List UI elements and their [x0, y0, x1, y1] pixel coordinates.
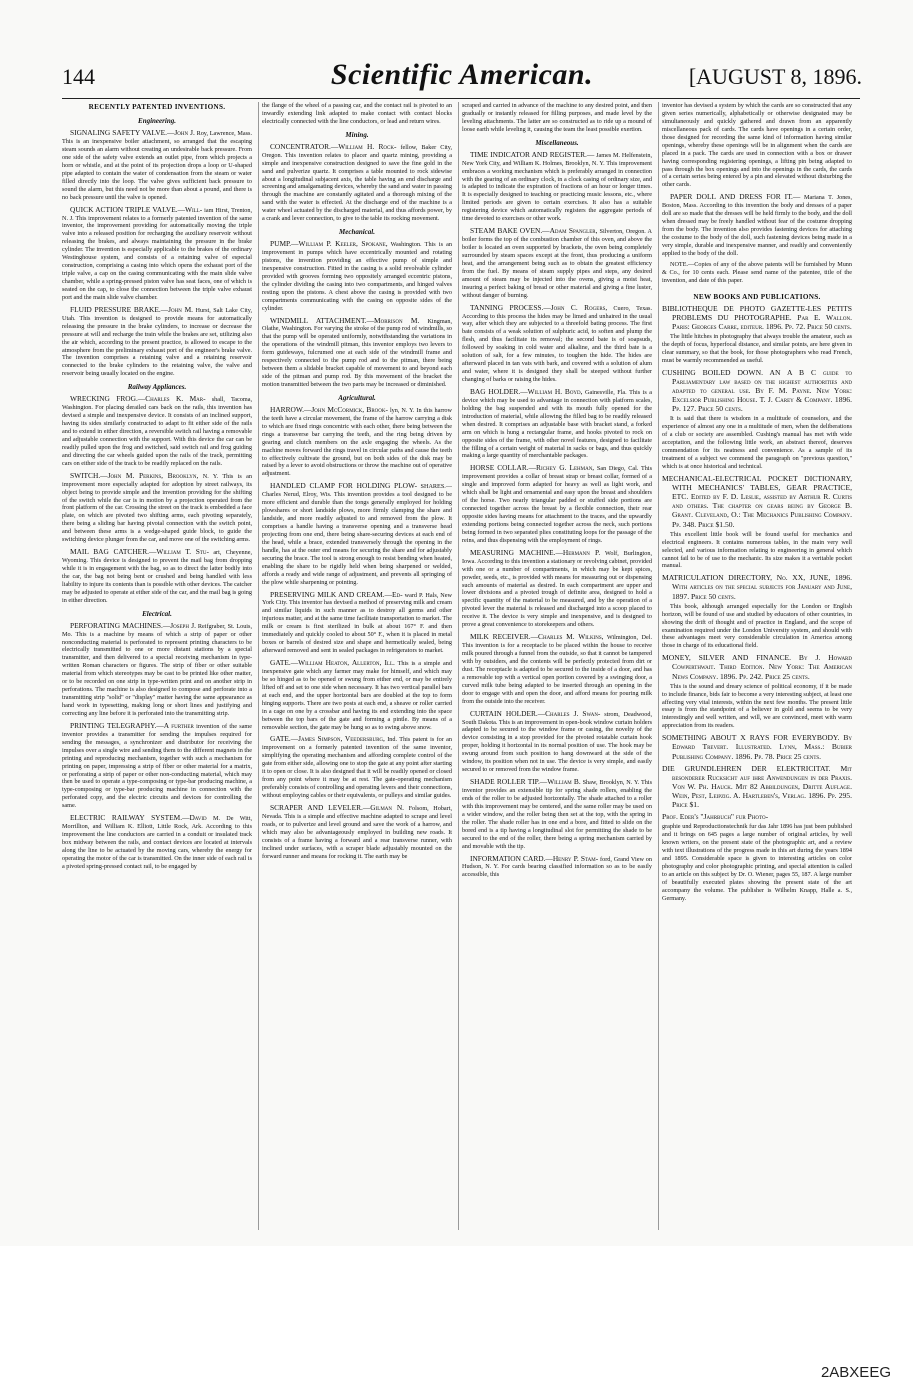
book-review	[662, 304, 852, 365]
entry-title: PRESERVING MILK AND CREAM.—Ed-	[270, 589, 403, 599]
entry-title: HARROW.—John McCormick, Brook-	[270, 404, 388, 414]
entry-text: Silverton, Oregon. A boiler forms the top of the combustion chamber of this oven, and above the boiler is located an oven supported by brackets, the oven being completely surrounded by steam spaces except at the front, thus producing a uniform heat, and the arrangement being such as to obtain the greatest efficiency from the fuel. By means of steam supply pipes and steps, any desired amount of steam may be injected into the ovens, giving a moist heat, insuring a perfect baking of bread or other material and giving a fine luster, without danger of burning.	[462, 228, 652, 299]
patent-entry	[462, 709, 652, 775]
entry-title: SHADE ROLLER TIP.—William B.	[470, 777, 581, 787]
entry-title: PAPER DOLL AND DRESS FOR IT.—	[670, 192, 801, 202]
entry-title: QUICK ACTION TRIPLE VALVE.—Will-	[70, 204, 203, 214]
category-heading: Mining.	[345, 130, 369, 139]
patent-entry	[62, 547, 252, 605]
masthead	[62, 58, 862, 98]
column-4	[662, 102, 852, 1232]
masthead-rule	[62, 98, 860, 99]
entry-text: invention of the same inventor provides a transmitter for sending the impulses required for sending the messages, a synchronizer and distributor for receiving the impulses over a single wire and sending them to the different magnets in the printing and reproducing mechanism, together with such a mechanism for printing on paper, impressing a strip of fiber or other material for a matrix, or perforating a strip of paper or other non-conducting material, which may then be used to operate a type-composing or type-bar producing machine, a type-composing or type-bar producing machine in connection with the perforated copy, and the electric circuits and devices for controlling the same.	[62, 722, 252, 810]
continued-text: inventor has devised a system by which the cards are so constructed that any given series numerically, alphabetically or otherwise designated may be simultaneously and quickly gathered and drawn from an apparently miscellaneous pack of cards. The cards have openings in a certain order, those designed for recording the same kind of information having similar openings, whereby these openings will be in alignment when the cards are placed in a pack. The cards are used in connection with a box or drawer having corresponding registering openings, a lifting pin being adapted to pass through the box openings and into the openings in the cards, the cards of a certain series being entered by a pin and elevated without disturbing the other cards.	[662, 102, 852, 189]
book-review	[662, 764, 852, 810]
entry-text: Wolf, Burlington, Iowa. According to this invention a stationary or revolving cabinet, provided with one or a number of compartments, in which may be kept spices, powder, seeds, etc., is provided with means for measuring out or dispensing such amounts of material as desired. In each compartment are upper and lower divisions and a pivoted trough of definite area, designed to hold a specific quantity of the material to be measured, and by the operation of a pivoted lever the material is released and discharged into a scoop placed to receive it. The device is very simple and inexpensive, and is designed to prove a great convenience to storekeepers and others.	[462, 549, 652, 629]
patent-entry	[262, 734, 452, 800]
patent-entry	[462, 150, 652, 223]
issue-date: [AUGUST 8, 1896.	[688, 64, 862, 89]
column-3	[462, 102, 652, 1232]
patent-entry	[62, 471, 252, 544]
entry-title: WINDMILL ATTACHMENT.—Morrison M.	[270, 315, 420, 325]
patent-entry	[462, 854, 652, 880]
entry-text: Ind. This patent is for an improvement on a formerly patented invention of the same inventor, simplifying the operating mechanism and affording complete control of the gate from either side, allowing one to stop the gate at any point after starting it to open or close. It is also designed that it will be readily opened or closed from any point where it may be at rest. The gate-operating mechanism preferably consists of controlling and operating levers and their connections, without employing cables or their equivalents, or pulleys and similar guides.	[262, 736, 452, 800]
category-heading: Engineering.	[138, 117, 176, 126]
patent-entry	[262, 405, 452, 478]
entry-title: STEAM BAKE OVEN.—Adam Spangler,	[470, 226, 598, 236]
patent-entry	[62, 305, 252, 378]
entry-text: San Diego, Cal. This improvement provides a collar of breast strap or breast collar, formed of a single and improved form adapted for heavy as well as light work, and which shall be light and ornamental and easy upon the breast and shoulders of the horse. Two nearly triangular padded or stuffed side portions are connected together across the breast by a flexible connection, their rear opposite sides having means for attachment to the traces, and the upwardly extending portions being connected together across the neck, such portions being formed in two separated plies constituting loops for the passage of the reins, and thus dispensing with the employment of rings.	[462, 465, 652, 544]
entry-title: GATE.—William Heaton, Allerton, Ill.	[270, 658, 395, 668]
entry-text: M. De Witt, Morrillton, and William K. Elliott, Little Rock, Ark. According to this improvement the line conductors are carried in a conduit or insulated track box midway between the rails, and contact devices are located at intervals along the line to be actuated by the moving cars, whereby the energy for operating the motor of the car is transmitted. On the inner side of each rail is a pivoted spring-pressed contact rail, to be engaged by	[62, 815, 252, 870]
entry-text: N. Y. This is an improvement more especially adapted for adoption by street railways, its object being to provide simple and the invention providing for the shifting of the switch while the car is in motion by a projection operated from the front platform of the car. Crossing the street on the track is embedded a face plate, on which are pivoted two shifting arms, each pivoting separately, there being a sliding bar having pivotal connection with the switch point, and between these arms is a wedge-shaped guide block, to guide the switching device plunger from the car, and move one of the switching arms.	[62, 472, 252, 544]
entry-title: SIGNALING SAFETY VALVE.—John J.	[70, 128, 195, 138]
patent-entry	[262, 658, 452, 731]
entry-text: ward P. Hals, New York City. This inventor has devised a method of preserving milk and cream and similar liquids in such manner as to destroy all germs and other injurious matter, and at the same time facilitate transportation to market. The milk or cream is first sterilized in bulk at about 167° F. and then immediately and quickly cooled to about 50° F., when it is placed in metal boxes or barrels of desired size and shape and hermetically sealed, being afterward removed and sent in sealed packages in refrigerators to market.	[262, 591, 452, 655]
column-divider	[258, 102, 259, 1230]
entry-text: SHARES.—Charles Nerud, Elroy, Wis. This invention provides a tool designed to be more efficient and durable than the tongs generally employed for holding plowshares or short landside plows, more firmly clamping the share and landside, and more readily adjusted to and removed from the plow. It comprises a handle having a transverse opening and a transverse head projecting from one end, there being share-securing devices at each end of the head, while a brace, extended transversely through the opening in the handle, has at the outer end means for securing the share and for adjustably securing the brace. The tool is strong enough to resist bending when heated, enabling the share to be rigidly held when being sharpened or welded, affords a ready and wide range of adjustment, and prevents all springing of the plow while sharpening or pointing.	[262, 483, 452, 586]
section-title: RECENTLY PATENTED INVENTIONS.	[88, 103, 226, 111]
patent-entry	[462, 548, 652, 629]
continued-text: the flange of the wheel of a passing car, and the contact rail is pivoted to an inwardly extending link adapted to make contact with contact blocks electrically connected with the line conductors, or lead and return wires.	[262, 102, 452, 125]
entry-text: James M. Helfenstein, New York City, and William K. Holmes, Brooklyn, N. Y. This improvement embraces a working mechanism which is preferably arranged in connection with the gearing of an ordinary clock, in a clock casing of ordinary size, and is adapted to indicate the expiration of fractions of an hour or longer times. It is especially designed to teaching or practicing music lessons, etc., where limited periods are given to certain exercises. It also has a suitable registering device which automatically registers the aggregate periods of time devoted to exercises or other work.	[462, 151, 652, 223]
entry-text: art, Cheyenne, Wyoming. This device is designed to prevent the mail bag from dropping while it is in engagement with the bag, so as to direct the latter bodily into the car, the bag not being bent or crushed and being handled with less liability to injure its contents than is possible with other devices. The catcher may be adjusted to operate at either side of the car, and the mail bag is going in either direction.	[62, 549, 252, 604]
book-description: graphie und Reproductionstechnik fur das Jahr 1896 has just been published and it brings on 645 pages a large number of original articles, by well known writers, on the present state of the photographic art, and a review with text illustrations of the progress made in this art during the years 1894 and 1895. Considerable space is given to interesting articles on color photography and color photographic printing, and special attention is called to an article on this subject by Dr. O. Wiener, pages 55, 187. A large number of beautifully executed plates showing the present state of the art accompany the volume. The publisher is Wilhelm Knapp, Halle a. S., Germany.	[662, 823, 852, 902]
book-review	[662, 368, 852, 471]
book-review	[662, 733, 852, 760]
entry-title: CURTAIN HOLDER.—Charles J. Swan-	[470, 708, 601, 718]
book-description: This excellent little book will be found useful for mechanics and electrical engineers. It contains numerous tables, in the main very well selected, and various information relating to engineering in general which cannot fail to be of use to the mechanic. Its size makes it a veritable pocket manual.	[662, 530, 852, 570]
column-1	[62, 102, 252, 1232]
entry-title: SWITCH.—John M. Perkins, Brooklyn,	[70, 470, 199, 480]
entry-title: PUMP.—William P. Keeler, Spokane,	[270, 239, 388, 249]
entry-text: Wilmington, Del. This invention is for a receptacle to be placed within the house to receive milk poured through a funnel from the outside, so that it cannot be tampered with by outsiders, and the contents will be perfectly protected from dirt or dust. The receptacle is adapted to be secured to the inside of a door, and has a removable top with a vertical open portion covered by a swinging door, a curved milk tube being adapted to be inserted through an opening in the door to engage with and open the door, and afford means for pouring milk from the outside into the receiver.	[462, 634, 652, 705]
patent-entry	[262, 481, 452, 586]
patent-entry	[62, 205, 252, 302]
book-heading: BIBLIOTHEQUE DE PHOTO GAZETTE-LES PETITS PROBLEMS DU PHOTOGRAPHE. Par E. Wallon. Paris: Georges Carre, editeur. 1896. Pp. 72. Price 50 cents.	[662, 303, 852, 332]
entry-title: FLUID PRESSURE BRAKE.—John M.	[70, 304, 194, 314]
entry-text: Mariana T. Jones, Boston, Mass. According to this invention the body and dresses of a paper doll are so made that the dresses will be held firmly to the body, and the doll when dressed may be freely handled without fear of the costume dropping from the body. The invention also provides fastening devices for attaching the costume to the body of the doll, such fastening devices being made in a very simple, durable and inexpensive manner, and readily and conveniently applied to the body of the doll.	[662, 194, 852, 257]
category-heading: Miscellaneous.	[535, 138, 579, 147]
patent-copies-note: NOTE.—Copies of any of the above patents will be furnished by Munn & Co., for 10 cents each. Please send name of the patentee, title of the invention, and date of this paper.	[662, 260, 852, 284]
publication-title: Scientific American.	[330, 58, 594, 91]
book-description: It is said that there is wisdom in a multitude of counselors, and the experience of almost any one in a multitude of men, when the deliberations of a club or society are assembled. Cushing's manual has met with wide acceptation, and the following little work, an abstract thereof, deserves commendation for its neatness and convenience. As a sample of its treatment of a subject we commend the paragraph on "previous question," which is at once historical and technical.	[662, 415, 852, 471]
entry-title: HANDLED CLAMP FOR HOLDING PLOW-	[270, 481, 418, 491]
book-review	[662, 812, 852, 902]
entry-title: SCRAPER AND LEVELER.—Gilman N.	[270, 802, 405, 812]
stock-footer	[0, 1246, 913, 1390]
column-2	[262, 102, 452, 1232]
book-heading: DIE GRUNDLEHREN DER ELEKTRICITAT. Mit besonderer Rucksicht auf ihre Anwendungen in der Praxis. Von W. Ph. Hauck. Mit 82 Abbildungen, Dritte Auflage. Wein, Pest, Leipzig. A. Hartleben's, Verlag. 1896. Pp. 295. Price $1.	[662, 763, 852, 810]
page-number: 144	[62, 64, 95, 89]
column-divider	[458, 102, 459, 1230]
entry-title: TANNING PROCESS.—John C. Rogers,	[470, 302, 608, 312]
entry-title: INFORMATION CARD.—Henry P. Stam-	[470, 853, 599, 863]
entry-text: strom, Deadwood, South Dakota. This is an improvement in open-book window curtain holders adapted to be secured to the window frame or casing, the novelty of the device consisting in a stop provided for the pivoted rotatable curtain hook proper, holding it horizontal in its normal position of use. The hook may be swung around from such position to hang downward at the side of the window, its position when not in use. The device is very simple, and easily secured to or removed from the window frame.	[462, 710, 652, 774]
entry-text: This is a simple and inexpensive gate which any farmer may make for himself, and which may be so hinged as to be opened or swung from either end, or may be entirely lifted off and set to one side when necessary. It has two vertical parallel bars at each end, and the upper horizontal bars are doubled at the top to form hinging supports. There are two posts at each end, a sheave or roller carried in a cage on one by a crossbar and having its end extending into the space between the top bars of the gate and forming a pintle. By means of a removable section, the gate may be hung so as to swing above snow.	[262, 660, 452, 731]
patent-entry	[262, 590, 452, 656]
category-heading: Electrical.	[142, 609, 172, 618]
book-heading: MECHANICAL-ELECTRICAL POCKET DICTIONARY, WITH MECHANICS' TABLES, GEAR PRACTICE, ETC. Edited by F. D. Leslie, assisted by Arthur R. Curtis and others. The chapter on gears being by George B. Grant. Cleveland, O.: The Mechanics Publishing Company. Pp. 348. Price $1.50.	[662, 474, 852, 529]
book-review	[662, 573, 852, 650]
book-heading: MONEY, SILVER AND FINANCE. By J. Howard Cowperthwait. Third Edition. New York: The American News Company. 1896. Pp. 242. Price 25 cents.	[662, 653, 852, 681]
continued-text: scraped and carried in advance of the machine to any desired point, and then gradually or instantly released for filling purposes, and made level by the leveling attachments. The latter are so constructed as to ride up a mound of loose earth while leveling it, causing the team the least possible exertion.	[462, 102, 652, 133]
book-heading: CUSHING BOILED DOWN. AN A B C guide to Parliamentary law based on the highest authorities and adapted to general use. By F. M. Payne. New York: Excelsior Publishing House. T. J. Carey & Company. 1896. Pp. 127. Price 50 cents.	[662, 367, 852, 414]
patent-entry	[262, 803, 452, 861]
patent-entry	[262, 142, 452, 223]
patent-entry	[62, 721, 252, 810]
book-heading: MATRICULATION DIRECTORY, No. XX, JUNE, 1896. With articles on the special subjects for January and June, 1897. Price 50 cents.	[662, 573, 852, 601]
patent-entry	[62, 621, 252, 718]
entry-text: lyn, N. Y. In this harrow the teeth have a circular movement, the frame of the harrow carrying a disk to which are fixed rings concentric with each other, there being between the rings a transverse bar carrying the teeth, and the ring being driven by gearing and clutch members on the axle engaging the wheels. As the machine moves forward the rings travel in circular paths and cause the teeth to effectively cultivate the ground, but on both sides of the disk may be raised by a lever to avoid obstructions or throw the machine out of operative adjustment.	[262, 406, 452, 478]
patent-entry	[462, 463, 652, 544]
books-section-title: NEW BOOKS AND PUBLICATIONS.	[693, 292, 821, 301]
stock-image-id: 2ABXEEG	[820, 1364, 891, 1381]
entry-text: Cuero, Texas. According to this process the hides may be limed and unhaired in the usual way, after which they are subjected to a threefold bating process. The first bate consists of a weak solution of sulphuric acid, to soften and plump the flesh, and thus facilitate its removal; the second bate is of soapsuds, followed by soaking in cold water and alkaline, and the third bate is a solution of salt, for a few minutes, to toughen the hide. The hides are afterward placed in tan vats with bark, and covered with a solution of alum and water, where it is designed they shall be steeped without further changing of barks or raising the hides.	[462, 304, 652, 384]
category-heading: Mechanical.	[339, 228, 375, 237]
entry-text: Shaw, Brooklyn, N. Y. This inventor provides an extensible tip for spring shade rollers, enabling the ends of the roller to be adjusted horizontally. The shade attached to a roller with this improvement may be centered, and the same roller may be used on a wider window, and the roller being then set at the top, with the spring in the roller. The shade roller has in one end a bore, and fitted to slide on the bored end is a tip having a longitudinal slot for permitting the shade to be secured to the end of the roller, there being a spring mechanism carried by and movable with the tip.	[462, 779, 652, 850]
entry-text: Kingman, Olathe, Washington. For varying the stroke of the pump rod of windmills, so that the pump will be operated uniformly, notwithstanding the variations in the operations of the windmill pitman, this inventor employs two levers to form guideways, fulcrumed one at each side of the windmill frame and respectively connected to the pump rod and to the pitman, there being between them a slidable bracket capable of movement to and beyond each side of the pitman and pump rod. By this movement of the bracket the motion transmitted between the two parts may be increased or diminished.	[262, 317, 452, 389]
entry-text: Roy, Lawrence, Mass. This is an inexpensive boiler attachment, so arranged that the escaping steam sounds an alarm without creating an undesirable back pressure. From one side of the safety valve extends an outlet pipe, from which projects a horn or whistle, and at the point of its projection drops a loop or U-shaped pipe adapted to contain the water of condensation from the steam or water filled directly into the loop. The valve gives sufficient back pressure to sound the alarm, but this need not be more than about a pound, and there is no back pressure until the valve is opened.	[62, 130, 252, 201]
entry-title: ELECTRIC RAILWAY SYSTEM.—David	[70, 813, 207, 823]
entry-text: shall, Tacoma, Washington. For placing derailed cars back on the rails, this invention has devised a simple and inexpensive device. It consists of an inclined support, having its sides similarly constructed to adapt to fit either side of the rails and to extend in either direction, a reversible switch rail having a removable and adjustable connection with the support. With this device the car can be readily pulled upon the frog and switched, said switch rail and frog guiding and directing the car wheels guided upon the rails of the track, permitting cars on either side of the track to be readily replaced on the rails.	[62, 396, 252, 467]
entry-title: BAG HOLDER.—William H. Boyd,	[470, 386, 583, 396]
entry-title: CONCENTRATOR.—William H. Rock-	[270, 141, 397, 151]
patent-entry	[62, 128, 252, 201]
entry-text: Gainesville, Fla. This is a device which may be used to advantage in connection with platform scales, holding the bag suspended and with its mouth fully opened for the introduction of material, while allowing the filled bag to be readily released when desired. It comprises an adjustable base with bracket stand, a forked arm on which is hung a rectangular frame, and hooks pivoted to rock on opposite sides of the frame, with other novel features, designed to facilitate the filling of a certain weight of material in sacks or bags, and thus quickly making a large quantity of merchantable packages.	[462, 388, 652, 460]
entry-text: ford, Grand View on Hudson, N. Y. For cards bearing classified information so as to be easily accessible, this	[462, 855, 652, 879]
entry-text: fellow, Baker City, Oregon. This invention relates to placer and quartz mining, providing a simple and inexpensive construction designed to save the fine gold in the sand and pulverize quartz. It comprises a table mounted to rock sidewise about a longitudinal subjacent axis, the table having an end discharge and screening and amalgamating devices, whereby the sand and water in passing through the machine are constantly agitated and a thorough mixing of the sand with the water is effected. At the discharge end of the machine is a water wheel actuated by the discharged material, and thus affords power, by a crank and lever connection, to give to the table its rocking movement.	[262, 143, 452, 223]
patent-entry	[662, 192, 852, 258]
book-description: This book, although arranged especially for the London or English horizon, will be found of use and studied by educators of other countries, in showing the drift of thought and of practice in England, and the scope of examination required under the London University system, and should with these advantages meet very considerable circulation in America among those in charge of its educational field.	[662, 602, 852, 650]
patent-entry	[262, 239, 452, 312]
entry-text: iam Hirst, Trenton, N. J. This improvement relates to a formerly patented invention of the same inventor, the improvement providing for automatically moving the triple valve into a released position for recharging the auxiliary reservoir without releasing the brakes, and always maintaining the pressure in the brake cylinder. The invention is especially applicable to the brakes of the ordinary Westinghouse system, and consists of a retaining valve of especial construction, comprising a casing into which opens the exhaust port of the triple valve, a cap on the casing communicating with the main slide valve chamber, while a spring-pressed piston valve has seat faces, one of which is seated on the cap, to close the connection between the triple valve exhaust port and the main slide valve chamber.	[62, 206, 252, 301]
entry-title: MILK RECEIVER.—Charles M. Wilkins,	[470, 632, 604, 642]
entry-title: WRECKING FROG.—Charles K. Mar-	[70, 394, 206, 404]
entry-text: Washington. This is an improvement in pumps which have eccentrically mounted and rotating pistons, the invention providing an effective pump of simple and inexpensive construction. Fitted in the casing is a solid revolvable cylinder provided with grooves forming two oppositely arranged eccentric pistons, the cylinder dividing the casing into two compartments, and hinged valves resting upon the pistons. A chest above the casing is provided with two compartments communicating with the casing on opposite sides of the cylinder.	[262, 241, 452, 312]
patent-entry	[462, 777, 652, 850]
entry-text: Hurst, Salt Lake City, Utah. This invention is designed to provide means for automatically releasing the pressure in the brake cylinders, to increase or decrease the pressure at will and recharge the train while the brakes are set, utilizing also the air which, according to the present practice, is allowed to escape to the atmosphere from the preliminary exhaust port of the engineer's brake valve. The invention comprises a retaining valve and a retaining reservoir connected to the brake cylinders to the retaining valve, the valve and reservoir being usually located on the engine.	[62, 306, 252, 378]
entry-text: Reifgraber, St. Louis, Mo. This is a machine by means of which a strip of paper or other nonconducting material is perforated to represent printing characters to be electrically transmitted to one or more distant stations by a special transmitter, and then delivered to a special receiving mechanism in type-written Roman characters or figures. The strip of fiber or other suitable material from which stereotypes may be cast to be printed like other matter, or to be recorded on one strip in type-written print and on another strip in perforations. The machine is also designed to compose and perforate into a transmitting strip "solid" or "display" matter having the same appearance as hand work in typesetting, making long or short lines and justifying and correcting any line before it is perforated into the transmitting strip.	[62, 622, 252, 717]
patent-entry	[462, 387, 652, 460]
book-heading: Prof. Eder's "Jahrbuch" fur Photo-	[662, 812, 769, 822]
patent-entry	[462, 303, 652, 384]
patent-entry	[462, 632, 652, 705]
entry-text: Folsom, Hobart, Nevada. This is a simple and effective machine adapted to scrape and level roads, or to pulverize and level ground and save the work of a harrow, and which may also be advantageously employed in building new roads. It consists of a frame having a forward and a rear transverse runner, with inclined under surfaces, with a scraper blade adjustably mounted on the forward runner and means for rocking it. The earth may be	[262, 804, 452, 860]
entry-title: MEASURING MACHINE.—Hermann P.	[470, 547, 601, 557]
book-description: This is the sound and dreary science of political economy, if it be made to include finance, bids fair to become a very interesting subject, at least one affecting very vital interests, within the next few months. The present little essay is from the standpoint of a believer in gold and seems to be very interestingly and well written, and will, we are convinced, meet with warm appreciation from its readers.	[662, 682, 852, 730]
entry-title: PRINTING TELEGRAPHY.—A further	[70, 720, 194, 730]
entry-title: TIME INDICATOR AND REGISTER.—	[470, 149, 595, 159]
patent-entry	[462, 226, 652, 299]
book-review	[662, 653, 852, 730]
patent-entry	[262, 316, 452, 389]
entry-title: MAIL BAG CATCHER.—William T. Stu-	[70, 547, 209, 557]
book-heading: SOMETHING ABOUT X RAYS FOR EVERYBODY. By Edward Trevert. Illustrated. Lynn, Mass.: Bubier Publishing Company. 1896. Pp. 78. Price 25 cents.	[662, 733, 852, 761]
category-heading: Railway Appliances.	[127, 383, 187, 392]
entry-title: GATE.—James Simpson, Veedersburg,	[270, 734, 385, 744]
patent-entry	[62, 813, 252, 871]
book-description: The little hitches in photography that always trouble the amateur, such as the depth of focus, hyperfocal distance, and similar points, are here given in clear summary, so that the book, for those photographers who read French, must be warmly recommended as useful.	[662, 333, 852, 364]
book-review	[662, 474, 852, 570]
patent-entry	[62, 394, 252, 467]
entry-title: PERFORATING MACHINES.—Joseph J.	[70, 620, 196, 630]
entry-title: HORSE COLLAR.—Richey G. Lehman,	[470, 463, 595, 473]
column-divider	[658, 102, 659, 1230]
category-heading: Agricultural.	[338, 393, 376, 402]
